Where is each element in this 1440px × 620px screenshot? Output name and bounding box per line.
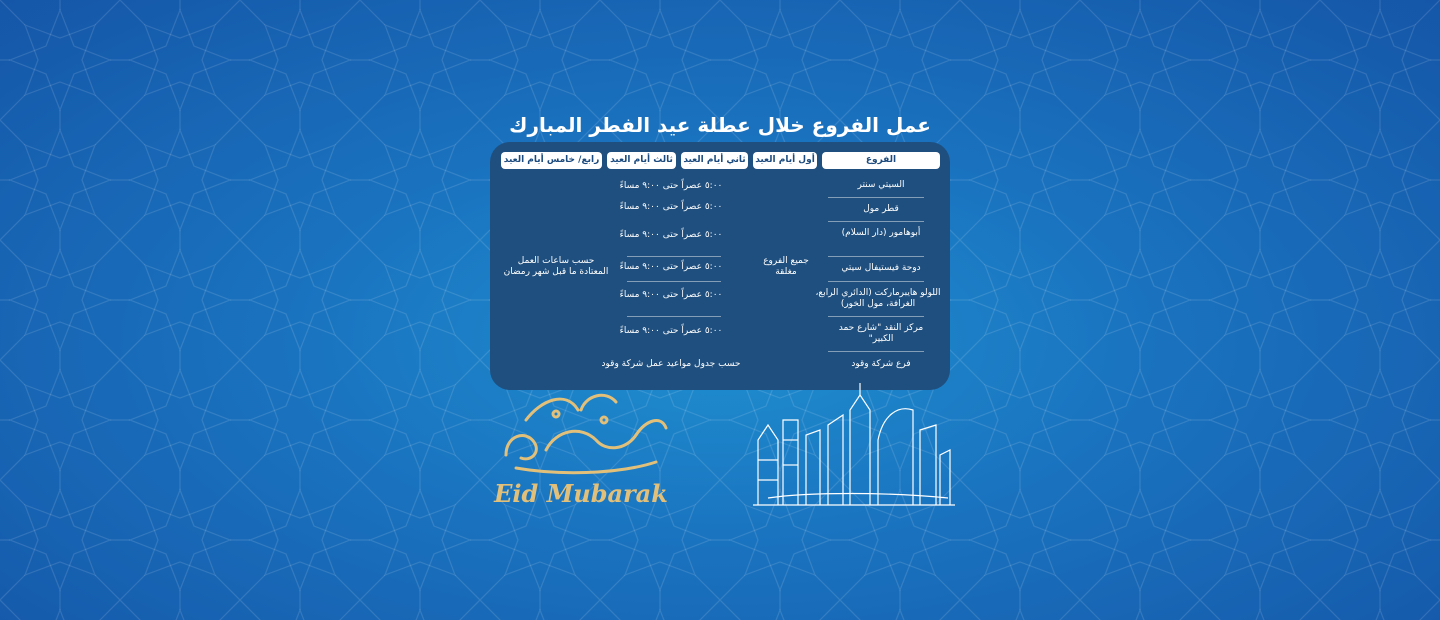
branch-city-center: السيتي سنتر: [857, 180, 905, 190]
hours-cash-center: ٥:٠٠ عصراً حتى ٩:٠٠ مساءً: [619, 326, 723, 336]
branch-qatar-mall: قطر مول: [863, 204, 899, 214]
row-separator: [627, 256, 721, 257]
hours-qatar-mall: ٥:٠٠ عصراً حتى ٩:٠٠ مساءً: [619, 202, 723, 212]
eid-mubarak-latin-text: Eid Mubarak: [494, 479, 668, 508]
hours-lulu: ٥:٠٠ عصراً حتى ٩:٠٠ مساءً: [619, 290, 723, 300]
header-branches: الفروع: [822, 152, 940, 169]
branch-cash-center: مركز النقد "شارع حمد الكبير": [838, 323, 924, 344]
doha-skyline-sketch: [748, 380, 958, 515]
header-day3: ثالث أيام العيد: [607, 152, 676, 169]
hours-abu-hamour: ٥:٠٠ عصراً حتى ٩:٠٠ مساءً: [619, 230, 723, 240]
branch-lulu-hypermarket: اللولو هايبرماركت (الدائري الرابع، الغرافة، مول الخور): [815, 288, 941, 309]
eid-mubarak-calligraphy-logo: [486, 380, 676, 510]
day4-5-note: حسب ساعات العمل المعتادة ما قبل شهر رمضان: [503, 256, 609, 277]
hours-city-center: ٥:٠٠ عصراً حتى ٩:٠٠ مساءً: [619, 181, 723, 191]
woqod-schedule-note: حسب جدول مواعيد عمل شركة وقود: [601, 359, 741, 369]
branch-woqod: فرع شركة وقود: [851, 359, 911, 369]
day1-all-closed: جميع الفروع مغلقة: [763, 256, 809, 277]
row-separator: [828, 351, 924, 352]
header-day1: أول أيام العيد: [753, 152, 817, 169]
branch-hours-table: [490, 142, 950, 390]
branch-doha-festival-city: دوحة فيستيفال سيتي: [841, 263, 921, 273]
header-day2: ثاني أيام العيد: [681, 152, 748, 169]
page-title: عمل الفروع خلال عطلة عيد الفطر المبارك: [509, 113, 931, 137]
row-separator: [828, 281, 924, 282]
row-separator: [627, 316, 721, 317]
hours-doha-festival-city: ٥:٠٠ عصراً حتى ٩:٠٠ مساءً: [619, 262, 723, 272]
row-separator: [828, 316, 924, 317]
row-separator: [828, 221, 924, 222]
branch-abu-hamour: أبوهامور (دار السلام): [841, 228, 921, 238]
row-separator: [828, 197, 924, 198]
row-separator: [627, 281, 721, 282]
row-separator: [828, 256, 924, 257]
header-day4-5: رابع/ خامس أيام العيد: [501, 152, 602, 169]
